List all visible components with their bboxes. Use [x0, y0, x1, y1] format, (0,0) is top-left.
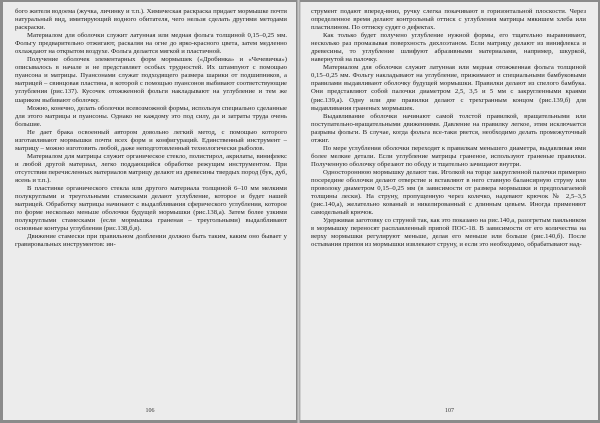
paragraph: Выдавливание оболочки начинают самой толстой правилкой, вращательными или поступательно-вращательными движениями. Давление на правилку легкое, этим исключается разрывы фольги. В случае, когда фольга все-таки рвется, необходимо делать промежуточный отжиг.	[311, 112, 586, 144]
paragraph: бого жителя водоема (жучка, личинку и т.п.). Химическая раскраска придает мормышке почти натуральный вид, имитирующий водного обитателя, чего нельзя сделать другими методами раскраски.	[15, 8, 287, 32]
left-page	[3, 2, 298, 420]
paragraph: По мере углубления оболочки переходят к правилкам меньшего диаметра, выдавливая ими более мелкие детали. Если углубление матрицы граненое, используют граненые правилки. Полученную оболочку обрезают по ободу и тщательно зачищают внутри.	[311, 144, 586, 168]
right-page-text	[311, 8, 586, 249]
paragraph: Одностороннюю мормышку делают так. Иголкой на торце закругленной палочки примерно посередине оболочки делают отверстие и вставляют в него ставную балансирную струну или проволоку диаметром 0,15–0,25 мм (в зависимости от размера мормышки и предполагаемой толщины лески). На струну, пропущенную через колечко, надевают крючок № 2,5–3,5 (рис.140,а), желательно кованый и никелированный с длинным цевьем. Иногда применяют самодельный крючок.	[311, 168, 586, 217]
paragraph: Удерживая заготовку со струной так, как это показано на рис.140,а, разогретым паяльником в мормышку переносят расплавленный припой ПОС-18. В зависимости от его количества на верху мормышки регулируют меньше, делая его меньше или больше (рис.140,б). После остывания припоя из мормышки извлекают струну, и если это необходимо, обрабатывают над-	[311, 217, 586, 249]
paragraph: Получение оболочек элементарных форм мормышек («Дробинка» и «Чечевичка») описывалось в начале и не представляет особых трудностей. Их штампуют с помощью пуансона и матрицы. Пуансонами служат подходящего размера шарики от подшипников, а матрицей – свинцовая пластина, в которой с помощью пуансонов выбивают соответствующие углубления (рис.137). Кусочек отожженной фольги накладывают на углубление и тем же шариком выбивают оболочку.	[15, 56, 287, 104]
paragraph: струмент подают вперед-вниз, ручку слегка покачивают в горизонтальной плоскости. Через определенное время делают контрольный оттиск с углубления матрицы мякишем хлеба или пластилином. По оттиску судят о дефектах.	[311, 8, 586, 32]
page-number: 107	[445, 408, 454, 414]
paragraph: В пластинке органического стекла или другого материала толщиной 6–10 мм мелкими полукруглыми и треугольными стамесками делают углубление, которое и будет нашей матрицей. Обработку матрицы начинают с выдалбливания сферического углубления, которое по форме несколько меньше оболочки будущей мормышки (рис.138,а). Затем более узкими полукруглыми стамесками (если мормышка граненая – треугольными) выдалбливают основные контуры углубления (рис.138,б,в).	[15, 185, 287, 233]
paragraph: Не дает брака освоенный автором довольно легкий метод, с помощью которого изготавливают мормышки почти всех форм и конфигураций. Единственный инструмент – матрицу – можно изготовить любой, даже неподготовленный технологически рыболов.	[15, 128, 287, 152]
paragraph: Движение стамески при правильном долблении должно быть таким, каким оно бывает у гравировальных инструментов: ин-	[15, 233, 287, 249]
paragraph: Как только будет получено углубление нужной формы, его тщательно выравнивают, несколько раз промазывая поверхность дихлоэтаном. Если матрицу делают из винифлекса и древесины, то углубление шлифуют абразивными материалами, например, шкуркой, навернутой на палочку.	[311, 32, 586, 64]
paragraph: Материалом для оболочки служит латунная или медная отожженная фольга толщиной 0,15–0,25 мм. Фольгу накладывают на углубление, прижимают и специальными бамбуковыми правилами выдавливают оболочку будущей мормышки. Правилки делают из спелого бамбука. Они представляют собой палочки диаметром 2,5, 3,5 и 5 мм с закругленными краями (рис.139,а). Одну или две правилки делают с трехгранным концом (рис.139,б) для выдавливания граненых мормышек.	[311, 64, 586, 112]
page-number: 106	[145, 408, 155, 414]
paragraph: Можно, конечно, делать оболочки всевозможной формы, используя специально сделанные для этого матрицы и пуансоны. Однако не каждому это под силу, да и затраты труда очень большие.	[15, 104, 287, 128]
left-page-text	[15, 8, 287, 249]
paragraph: Материалом для матрицы служит органическое стекло, полистирол, акрилаты, винифлекс и любой другой материал, легко поддающийся обработке режущим инструментом. При отсутствии перечисленных материалов матрицу делают из древесины твердых пород (бук, дуб, ясень и т.п.).	[15, 152, 287, 184]
right-page	[300, 2, 598, 420]
paragraph: Материалом для оболочки служит латунная или медная фольга толщиной 0,15–0,25 мм. Фольгу предварительно отжигают, раскаляя на огне до ярко-красного цвета, затем медленно охлаждают на открытом воздухе. Фольга делается мягкой и пластичной.	[15, 32, 287, 56]
